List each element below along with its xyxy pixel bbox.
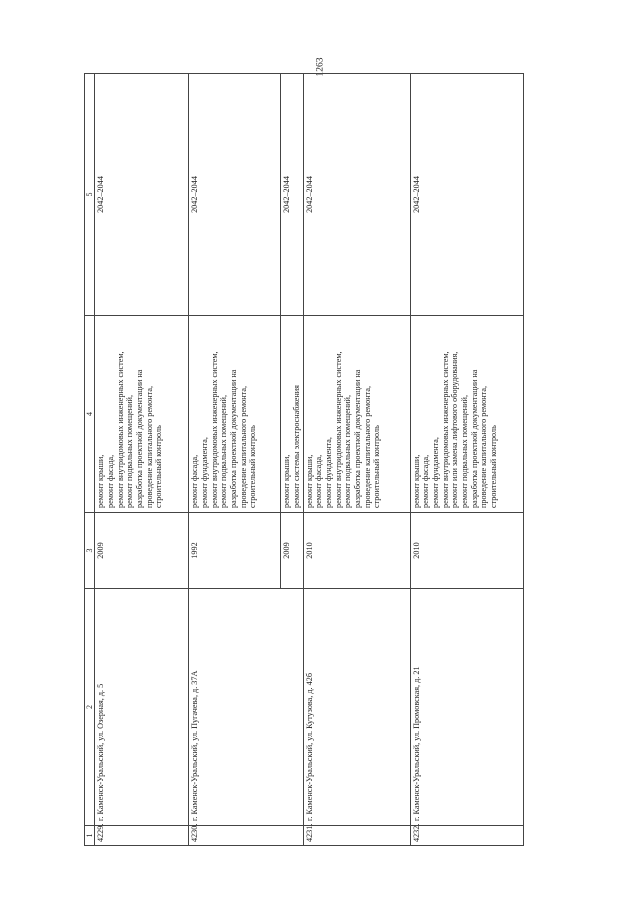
table-row <box>410 74 523 846</box>
row-number: 4229. <box>95 826 189 846</box>
column-header: 5 <box>85 74 95 316</box>
column-header: 2 <box>85 589 95 826</box>
year-cell: 2010 <box>303 513 410 589</box>
column-header: 3 <box>85 513 95 589</box>
work-item: ремонт крыши, <box>282 454 292 508</box>
work-item: ремонт подвальных помещений, <box>125 395 135 508</box>
work-item: строительный контроль <box>372 425 382 508</box>
work-item: строительный контроль <box>489 425 499 508</box>
works-list <box>96 320 164 508</box>
work-item: ремонт фасада, <box>190 454 200 508</box>
work-item: ремонт крыши, <box>411 454 421 508</box>
rotated-table-wrapper <box>84 74 532 846</box>
work-item: ремонт подвальных помещений, <box>460 395 470 508</box>
address-cell: г. Каменск-Уральский, ул. Промовская, д. 21 <box>410 589 523 826</box>
work-item: разработка проектной документации на <box>353 369 363 508</box>
column-header: 4 <box>85 316 95 513</box>
works-list <box>190 320 258 508</box>
work-item: ремонт крыши, <box>304 454 314 508</box>
period-cell: 2042–2044 <box>281 74 303 316</box>
table-row <box>95 74 189 846</box>
work-item: ремонт или замена лифтового оборудования, <box>450 351 460 508</box>
work-item: ремонт внутридомовых инженерных систем, <box>115 351 125 508</box>
table-row <box>189 74 281 846</box>
works-list <box>305 320 382 508</box>
work-item: ремонт подвальных помещений, <box>343 395 353 508</box>
page-number-text: 1263 <box>315 57 325 77</box>
works-list <box>282 320 301 508</box>
address-cell: г. Каменск-Уральский, ул. Кутузова, д. 42б <box>303 589 410 826</box>
repair-schedule-table <box>84 73 524 846</box>
address-cell: г. Каменск-Уральский, ул. Пугачева, д. 37А <box>189 589 303 826</box>
work-item: ремонт фасада, <box>421 454 431 508</box>
year-cell: 1992 <box>189 513 281 589</box>
work-item: ремонт внутридомовых инженерных систем, <box>333 351 343 508</box>
work-item: разработка проектной документации на <box>135 369 145 508</box>
works-cell <box>95 316 189 513</box>
work-item: проведение капитального ремонта, <box>238 385 248 508</box>
works-cell <box>303 316 410 513</box>
work-item: ремонт фундамента, <box>200 437 210 508</box>
work-item: ремонт фундамента, <box>324 437 334 508</box>
year-cell: 2010 <box>410 513 523 589</box>
work-item: проведение капитального ремонта, <box>479 385 489 508</box>
work-item: ремонт подвальных помещений, <box>219 395 229 508</box>
period-cell: 2042–2044 <box>303 74 410 316</box>
work-item: ремонт внутридомовых инженерных систем, <box>209 351 219 508</box>
column-header: 1 <box>85 826 95 846</box>
work-item: проведение капитального ремонта, <box>144 385 154 508</box>
row-number: 4230. <box>189 826 303 846</box>
work-item: ремонт внутридомовых инженерных систем, <box>440 351 450 508</box>
work-item: ремонт фасада, <box>314 454 324 508</box>
work-item: проведение капитального ремонта, <box>362 385 372 508</box>
work-item: ремонт фундамента, <box>431 437 441 508</box>
works-list <box>412 320 499 508</box>
column-number-row <box>85 74 95 846</box>
period-cell: 2042–2044 <box>189 74 281 316</box>
row-number: 4231. <box>303 826 410 846</box>
work-item: ремонт крыши, <box>96 454 106 508</box>
work-item: разработка проектной документации на <box>229 369 239 508</box>
works-cell <box>281 316 303 513</box>
work-item: разработка проектной документации на <box>469 369 479 508</box>
work-item: ремонт фасада, <box>106 454 116 508</box>
year-cell: 2009 <box>281 513 303 589</box>
table-row <box>303 74 410 846</box>
year-cell: 2009 <box>95 513 189 589</box>
address-cell: г. Каменск-Уральский, ул. Озерная, д. 5 <box>95 589 189 826</box>
works-cell <box>410 316 523 513</box>
works-cell <box>189 316 281 513</box>
period-cell: 2042–2044 <box>95 74 189 316</box>
work-item: строительный контроль <box>248 425 258 508</box>
row-number: 4232. <box>410 826 523 846</box>
period-cell: 2042–2044 <box>410 74 523 316</box>
work-item: ремонт системы электроснабжения <box>292 385 302 508</box>
work-item: строительный контроль <box>154 425 164 508</box>
